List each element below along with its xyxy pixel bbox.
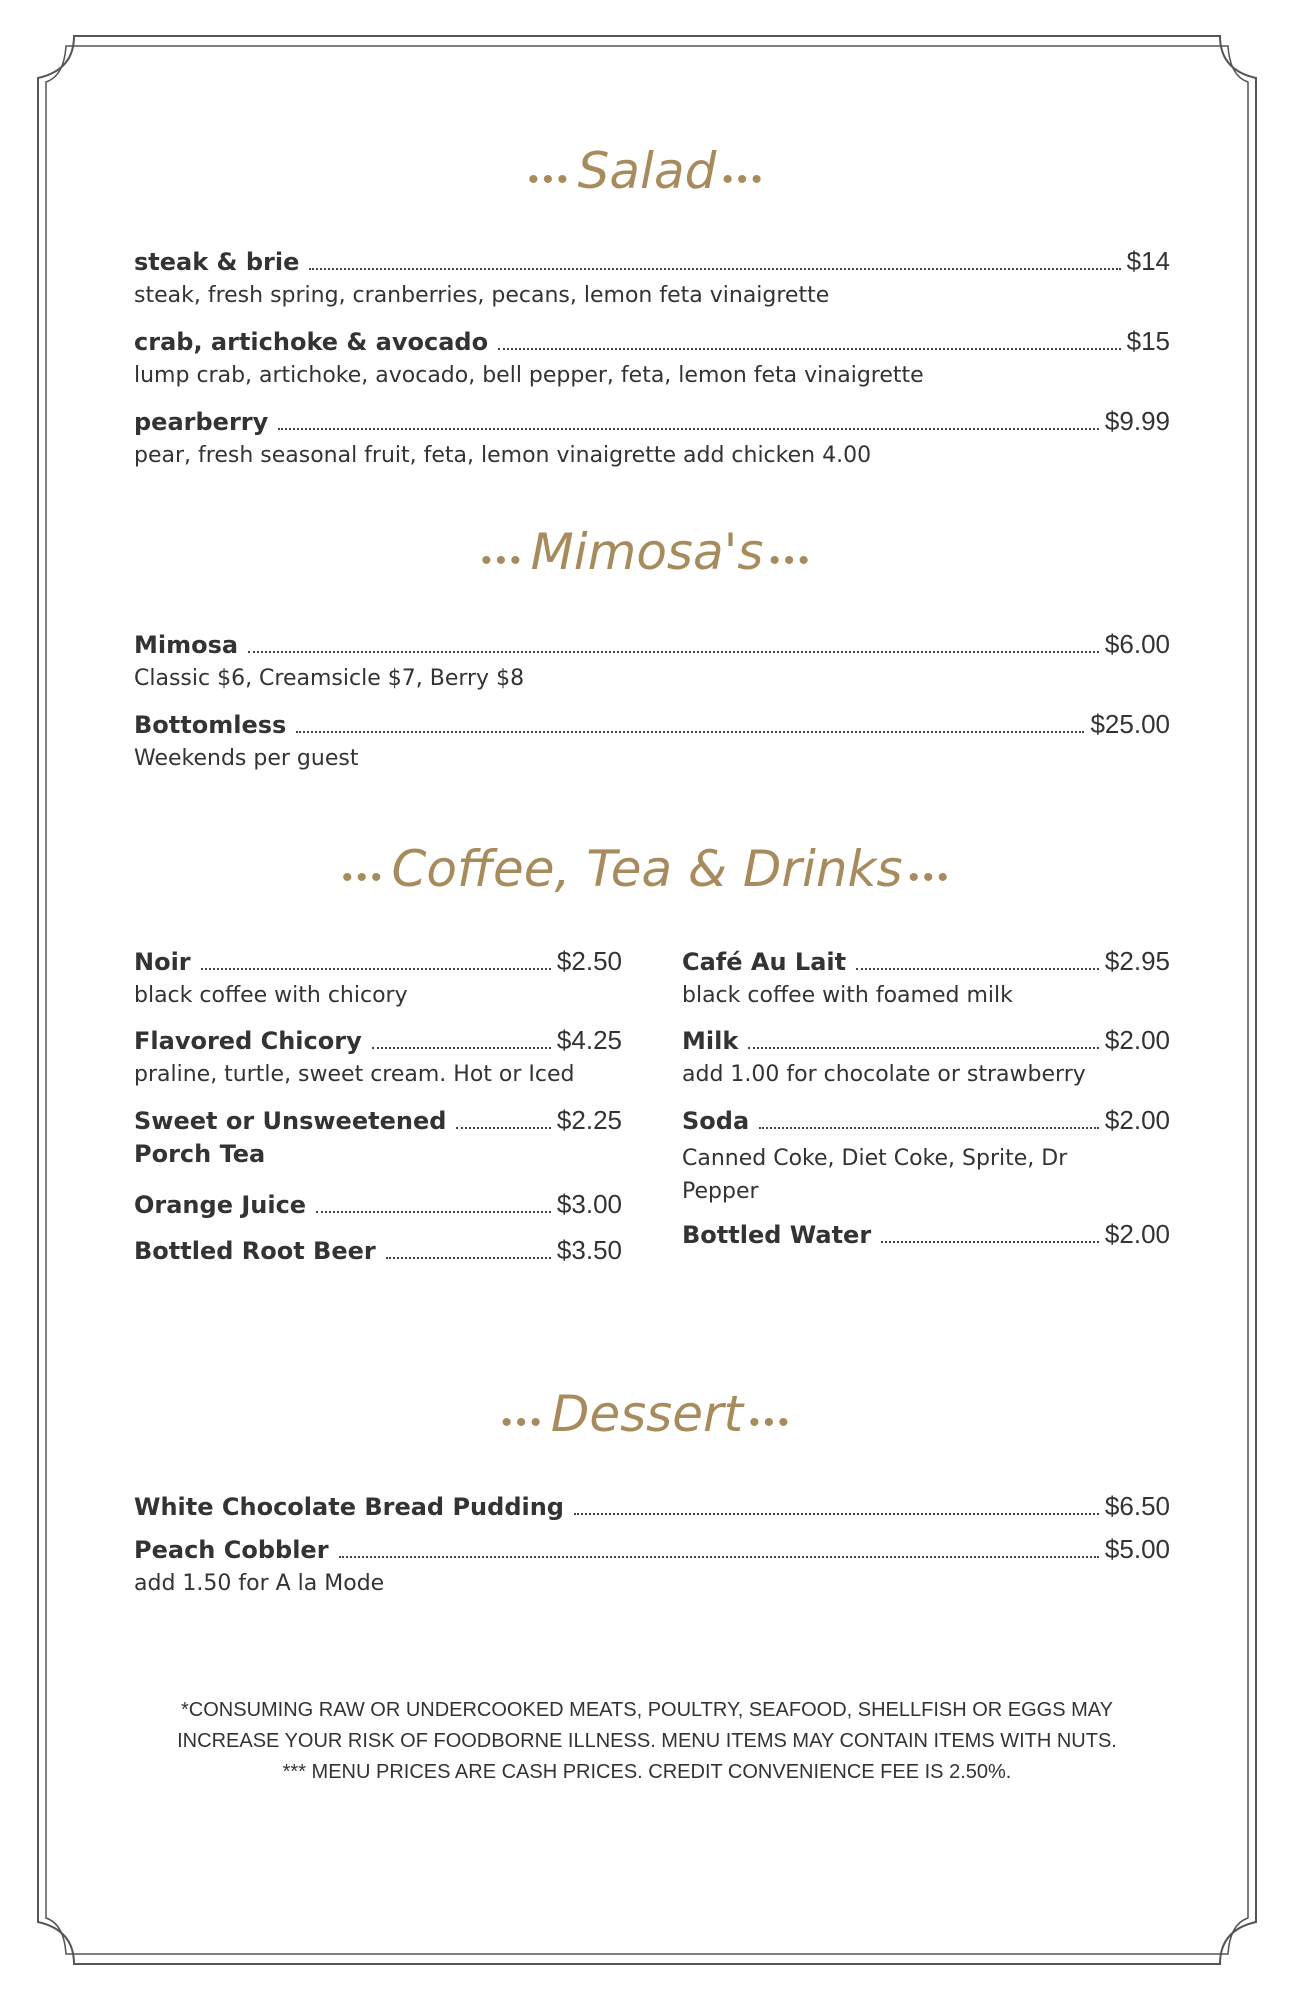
- item-price: $25.00: [1090, 709, 1170, 739]
- item-price: $2.00: [1104, 1219, 1170, 1249]
- dot-leader: [881, 1240, 1099, 1243]
- item-description: black coffee with foamed milk: [682, 983, 1013, 1008]
- item-description: [682, 1142, 1170, 1208]
- item-name: Orange Juice: [134, 1191, 307, 1219]
- notice-line: *CONSUMING RAW OR UNDERCOOKED MEATS, POULTRY, SEAFOOD, SHELLFISH OR EGGS MAY: [181, 1699, 1113, 1721]
- menu-item: [682, 1105, 1170, 1208]
- left-dots-ornament: •••: [481, 543, 525, 578]
- item-description-line: Canned Coke, Diet Coke, Sprite, Dr: [682, 1146, 1068, 1171]
- item-price: $4.25: [556, 1025, 622, 1055]
- menu-item: [134, 1025, 622, 1087]
- dessert-title: Dessert: [550, 1385, 744, 1443]
- dot-leader: [498, 347, 1121, 350]
- menu-item: [682, 946, 1170, 1008]
- dot-leader: [456, 1126, 551, 1129]
- menu-item: [134, 1105, 622, 1173]
- mimosas-title: Mimosa's: [530, 523, 764, 581]
- item-description: lump crab, artichoke, avocado, bell pepper, feta, lemon feta vinaigrette: [134, 363, 924, 388]
- item-price: $2.95: [1104, 946, 1170, 976]
- item-description: Weekends per guest: [134, 746, 359, 771]
- item-description: add 1.50 for A la Mode: [134, 1571, 385, 1596]
- left-dots-ornament: •••: [501, 1405, 545, 1440]
- notice-line: INCREASE YOUR RISK OF FOODBORNE ILLNESS. MENU ITEMS MAY CONTAIN ITEMS WITH NUTS.: [177, 1730, 1117, 1752]
- item-name: Mimosa: [134, 631, 239, 659]
- item-name: Flavored Chicory: [134, 1027, 362, 1055]
- dot-leader: [278, 427, 1099, 430]
- item-name: Noir: [134, 948, 191, 976]
- item-name: Bottled Water: [682, 1221, 872, 1249]
- menu-item: [134, 246, 1170, 308]
- dot-leader: [856, 967, 1099, 970]
- item-price: $2.25: [556, 1105, 622, 1135]
- left-dots-ornament: •••: [528, 162, 572, 197]
- item-price: $2.00: [1104, 1025, 1170, 1055]
- item-description: Classic $6, Creamsicle $7, Berry $8: [134, 666, 525, 691]
- dot-leader: [386, 1256, 551, 1259]
- salad-title: Salad: [577, 142, 717, 200]
- item-description: praline, turtle, sweet cream. Hot or Iced: [134, 1062, 575, 1087]
- right-dots-ornament: •••: [769, 543, 813, 578]
- dot-leader: [574, 1512, 1099, 1515]
- item-name: Bottled Root Beer: [134, 1237, 376, 1265]
- dot-leader: [248, 650, 1099, 653]
- item-name: crab, artichoke & avocado: [134, 328, 489, 356]
- item-name-continued: Porch Tea: [134, 1140, 266, 1168]
- item-description: black coffee with chicory: [134, 983, 408, 1008]
- item-description: pear, fresh seasonal fruit, feta, lemon vinaigrette add chicken 4.00: [134, 443, 872, 468]
- drinks-heading: [0, 840, 1294, 899]
- item-name: Sweet or Unsweetened: [134, 1107, 447, 1135]
- menu-item: [134, 709, 1170, 771]
- right-dots-ornament: •••: [908, 860, 953, 895]
- menu-item: [134, 1189, 622, 1220]
- menu-item: [134, 326, 1170, 388]
- item-price: $5.00: [1104, 1534, 1170, 1564]
- dot-leader: [372, 1046, 551, 1049]
- mimosas-heading: [0, 523, 1294, 582]
- salad-heading: [0, 142, 1294, 201]
- item-name: pearberry: [134, 408, 269, 436]
- dot-leader: [748, 1046, 1099, 1049]
- item-name: Milk: [682, 1027, 739, 1055]
- item-name: White Chocolate Bread Pudding: [134, 1493, 564, 1521]
- dessert-heading: [0, 1385, 1294, 1444]
- dot-leader: [296, 730, 1084, 733]
- item-price: $3.00: [556, 1189, 622, 1219]
- menu-item: [134, 629, 1170, 691]
- menu-item: [134, 1534, 1170, 1596]
- item-price: $14: [1126, 246, 1170, 276]
- menu-item: [682, 1025, 1170, 1087]
- right-dots-ornament: •••: [722, 162, 766, 197]
- left-dots-ornament: •••: [341, 860, 386, 895]
- food-safety-notice: [90, 1695, 1204, 1788]
- item-name: steak & brie: [134, 248, 300, 276]
- item-price: $3.50: [556, 1235, 622, 1265]
- item-name: Bottomless: [134, 711, 287, 739]
- dot-leader: [759, 1126, 1099, 1129]
- item-name: Peach Cobbler: [134, 1536, 329, 1564]
- item-description: steak, fresh spring, cranberries, pecans, lemon feta vinaigrette: [134, 283, 830, 308]
- item-description-line: Pepper: [682, 1179, 759, 1204]
- notice-line: *** MENU PRICES ARE CASH PRICES. CREDIT CONVENIENCE FEE IS 2.50%.: [282, 1761, 1012, 1783]
- item-name: Soda: [682, 1107, 750, 1135]
- menu-item: [682, 1219, 1170, 1250]
- menu-item: [134, 946, 622, 1008]
- drinks-title: Coffee, Tea & Drinks: [391, 840, 903, 898]
- item-price: $9.99: [1104, 406, 1170, 436]
- menu-item: [134, 1491, 1170, 1522]
- dot-leader: [309, 267, 1120, 270]
- item-price: $6.50: [1104, 1491, 1170, 1521]
- right-dots-ornament: •••: [749, 1405, 793, 1440]
- dot-leader: [316, 1210, 551, 1213]
- item-price: $6.00: [1104, 629, 1170, 659]
- menu-item: [134, 406, 1170, 468]
- item-price: $2.00: [1104, 1105, 1170, 1135]
- dot-leader: [339, 1555, 1099, 1558]
- item-description: add 1.00 for chocolate or strawberry: [682, 1062, 1086, 1087]
- menu-item: [134, 1235, 622, 1266]
- dot-leader: [201, 967, 551, 970]
- item-name: Café Au Lait: [682, 948, 847, 976]
- item-price: $2.50: [556, 946, 622, 976]
- item-price: $15: [1126, 326, 1170, 356]
